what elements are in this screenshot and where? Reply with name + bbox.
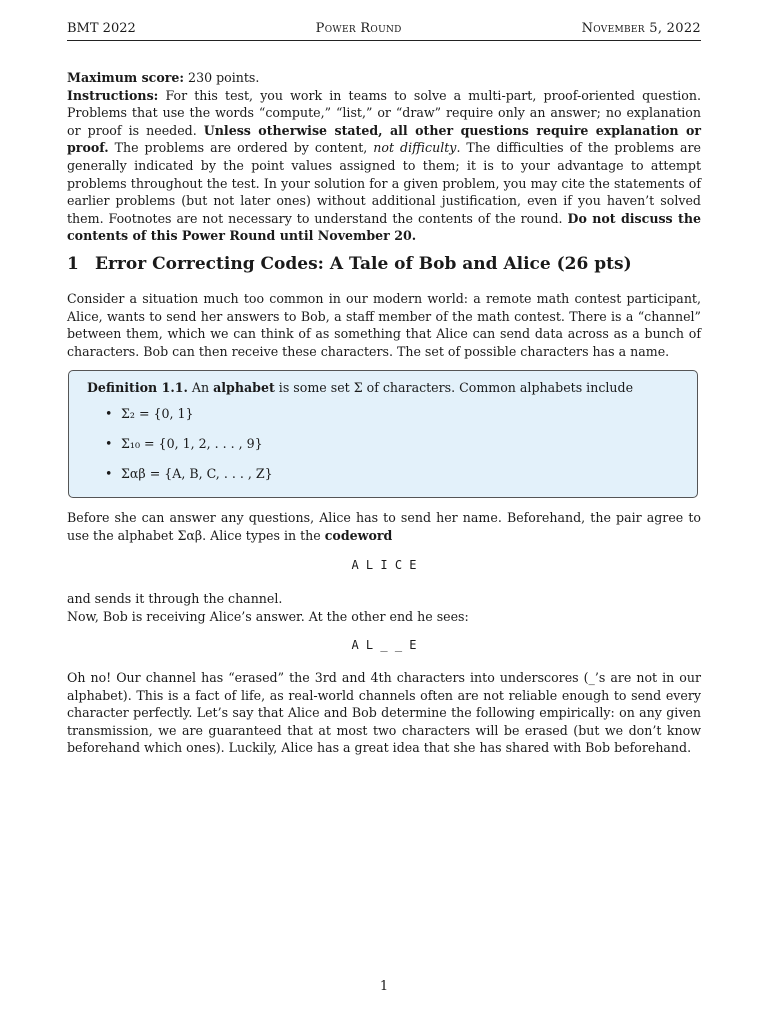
list-item: • Σ₁₀ = {0, 1, 2, . . . , 9} (87, 435, 679, 465)
instructions-italic: not difficulty (373, 140, 457, 156)
instructions-text: . The difficulties of the problems are generally indicated by the point values assigned to them; it is to your advantage to attempt problems throughout the test. In your solution for a given problem, you may cite the statements of earlier problems (but not later ones) without additional justification, even if you haven’t solved them. Footnotes are not necessary to understand the contents of the round. (67, 140, 702, 226)
paragraph-channel (67, 590, 701, 625)
paragraph-erasure: Oh no! Our channel has “erased” the 3rd and 4th characters into underscores (_’s are not in our alphabet). This is a fact of life, as real-world channels often are not reliable enough to send every character perfectly. Let’s say that Alice and Bob determine the following empirically: on any given transmission, we are guaranteed that at most two characters will be erased (but we don’t know beforehand which ones). Luckily, Alice has a great idea that she has shared with Bob beforehand. (67, 670, 701, 756)
definition-text: An (187, 380, 214, 395)
codeword-term: codeword (324, 527, 393, 543)
page-number: 1 (379, 979, 389, 994)
section-number: 1 (67, 254, 79, 274)
instructions-warning: Do not discuss the contents of this Power Round until November 20. (67, 210, 701, 244)
instructions-emphasis: Unless otherwise stated, all other questions require explanation or proof. (67, 122, 701, 156)
paragraph-text: Before she can answer any questions, Alice has to send her name. Beforehand, the pair agree to use the alphabet Σαβ. Alice types in the (67, 510, 701, 543)
definition-label: Definition 1.1. (87, 380, 188, 395)
codeword-received: A L _ _ E (351, 638, 417, 652)
header-right: November 5, 2022 (581, 21, 701, 36)
section-heading (67, 254, 701, 274)
max-score-label: Maximum score: (67, 70, 185, 85)
definition-statement (87, 379, 679, 397)
paragraph-text: Now, Bob is receiving Alice’s answer. At the other end he sees: (67, 608, 469, 624)
header-left: BMT 2022 (67, 21, 136, 36)
alphabet-list (87, 405, 679, 495)
paragraph-codeword (67, 509, 701, 544)
codeword-sent: A L I C E (351, 558, 417, 572)
instructions-block (67, 69, 701, 245)
header-center: Power Round (315, 21, 402, 36)
paragraph-intro: Consider a situation much too common in our modern world: a remote math contest participant, Alice, wants to send her answers to Bob, a staff member of the math contest. There is a “channel” between them, which we can think of as something that Alice can send data across as a bunch of characters. Bob can then receive these characters. The set of possible characters has a name. (67, 291, 701, 359)
list-item: • Σαβ = {A, B, C, . . . , Z} (87, 465, 679, 495)
paragraph-text: and sends it through the channel. (67, 591, 283, 606)
definition-text: is some set Σ of characters. Common alphabets include (274, 380, 634, 395)
section-title: Error Correcting Codes: A Tale of Bob and Alice (26 pts) (95, 254, 632, 274)
instructions-text: For this test, you work in teams to solve a multi-part, proof-oriented question. Problems that use the words “compute,” “list,” or “draw” require only an answer; no explanation or proof is needed. (67, 87, 701, 138)
running-header (67, 20, 701, 41)
list-item: • Σ₂ = {0, 1} (87, 405, 679, 435)
definition-term: alphabet (213, 380, 275, 395)
instructions-label: Instructions: (67, 87, 159, 103)
max-score-value: 230 points. (184, 70, 260, 85)
definition-box (68, 370, 698, 498)
instructions-text: The problems are ordered by content, (108, 140, 374, 156)
